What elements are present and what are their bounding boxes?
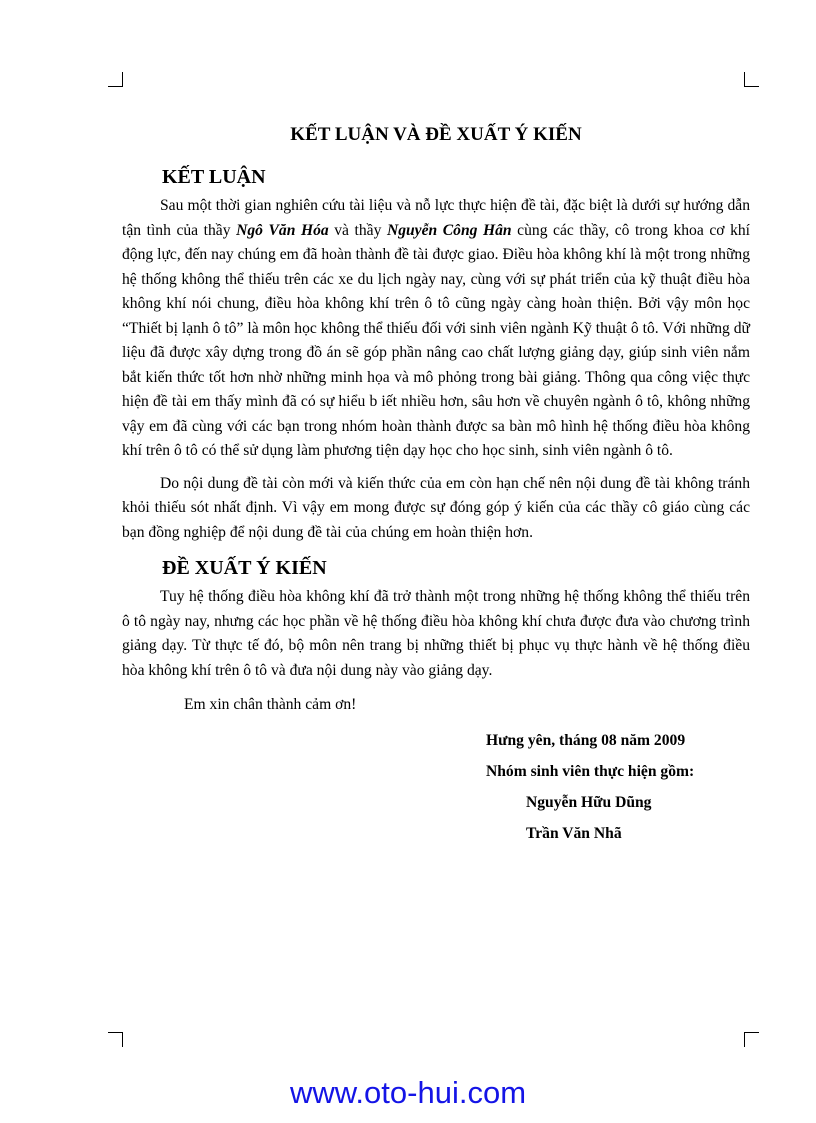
proposal-paragraph: Tuy hệ thống điều hòa không khí đã trở thành một trong những hệ thống không thể thiếu trên ô tô ngày nay, nhưng các học phần về hệ thống điều hòa không khí chưa được đưa vào chương trình giảng dạy. Từ thực tế đó, bộ môn nên trang bị những thiết bị phục vụ thực hành về hệ thống điều hòa không khí trên ô tô và đưa nội dung này vào giảng dạy.: [122, 588, 750, 679]
document-body: [122, 118, 750, 849]
crop-mark-bottom-right: [744, 1032, 759, 1047]
teacher-name-2: Nguyễn Công Hân: [386, 221, 512, 239]
crop-mark-top-right: [744, 72, 759, 87]
proposal-heading: ĐỀ XUẤT Ý KIẾN: [162, 557, 327, 579]
thanks-line: Em xin chân thành cảm ơn!: [184, 696, 357, 713]
member-name: Nguyễn Hữu Dũng: [526, 794, 652, 811]
signature-block: [486, 725, 750, 849]
page-title: KẾT LUẬN VÀ ĐỀ XUẤT Ý KIẾN: [290, 124, 582, 145]
paragraph-text: và thầy: [328, 221, 387, 239]
place-date: Hưng yên, tháng 08 năm 2009: [486, 732, 686, 749]
teacher-name-1: Ngô Văn Hóa: [236, 221, 329, 239]
crop-mark-top-left: [108, 72, 123, 87]
paragraph-text: Sau một thời gian nghiên cứu tài liệu và nỗ lực thực hiện đề tài, đặc biệt là dưới sự hướng dẫn tận tình của thầy: [122, 197, 750, 239]
group-label: Nhóm sinh viên thực hiện gồm:: [486, 763, 695, 780]
paragraph-text: cùng các thầy, cô trong khoa cơ khí động lực, đến nay chúng em đã hoàn thành đề tài được giao. Điều hòa không khí là một trong những hệ thống không thể thiếu trên các xe du lịch ngày nay, cùng với sự phát triển của kỹ thuật điều hòa không khí nói chung, điều hòa không khí trên ô tô cũng ngày càng hoàn thiện. Bởi vậy môn học “Thiết bị lạnh ô tô” là môn học không thể thiếu đối với sinh viên ngành Kỹ thuật ô tô. Với những dữ liệu đã được xây dựng trong đồ án sẽ góp phần nâng cao chất lượng giảng dạy, giúp sinh viên nắm bắt kiến thức tốt hơn nhờ những minh họa và mô phỏng trong bài giảng. Thông qua công việc thực hiện đề tài em thấy mình đã có sự hiểu b iết nhiều hơn, sâu hơn về chuyên ngành ô tô, không những vậy em đã cùng với các bạn trong nhóm hoàn thành được sa bàn mô hình hệ thống điều hòa không khí trên ô tô có thể sử dụng làm phương tiện dạy học cho học sinh, sinh viên ngành ô tô.: [122, 221, 751, 459]
footer-website-link[interactable]: www.oto-hui.com: [289, 1075, 527, 1110]
conclusion-paragraph-2: Do nội dung đề tài còn mới và kiến thức của em còn hạn chế nên nội dung đề tài không tránh khỏi thiếu sót nhất định. Vì vậy em mong được sự đóng góp ý kiến của các thầy cô giáo cùng các bạn đồng nghiệp để nội dung đề tài của chúng em hoàn thiện hơn.: [122, 474, 750, 541]
conclusion-paragraph-1: [122, 194, 750, 464]
member-name: Trần Văn Nhã: [526, 825, 622, 842]
conclusion-heading: KẾT LUẬN: [162, 166, 266, 188]
crop-mark-bottom-left: [108, 1032, 123, 1047]
